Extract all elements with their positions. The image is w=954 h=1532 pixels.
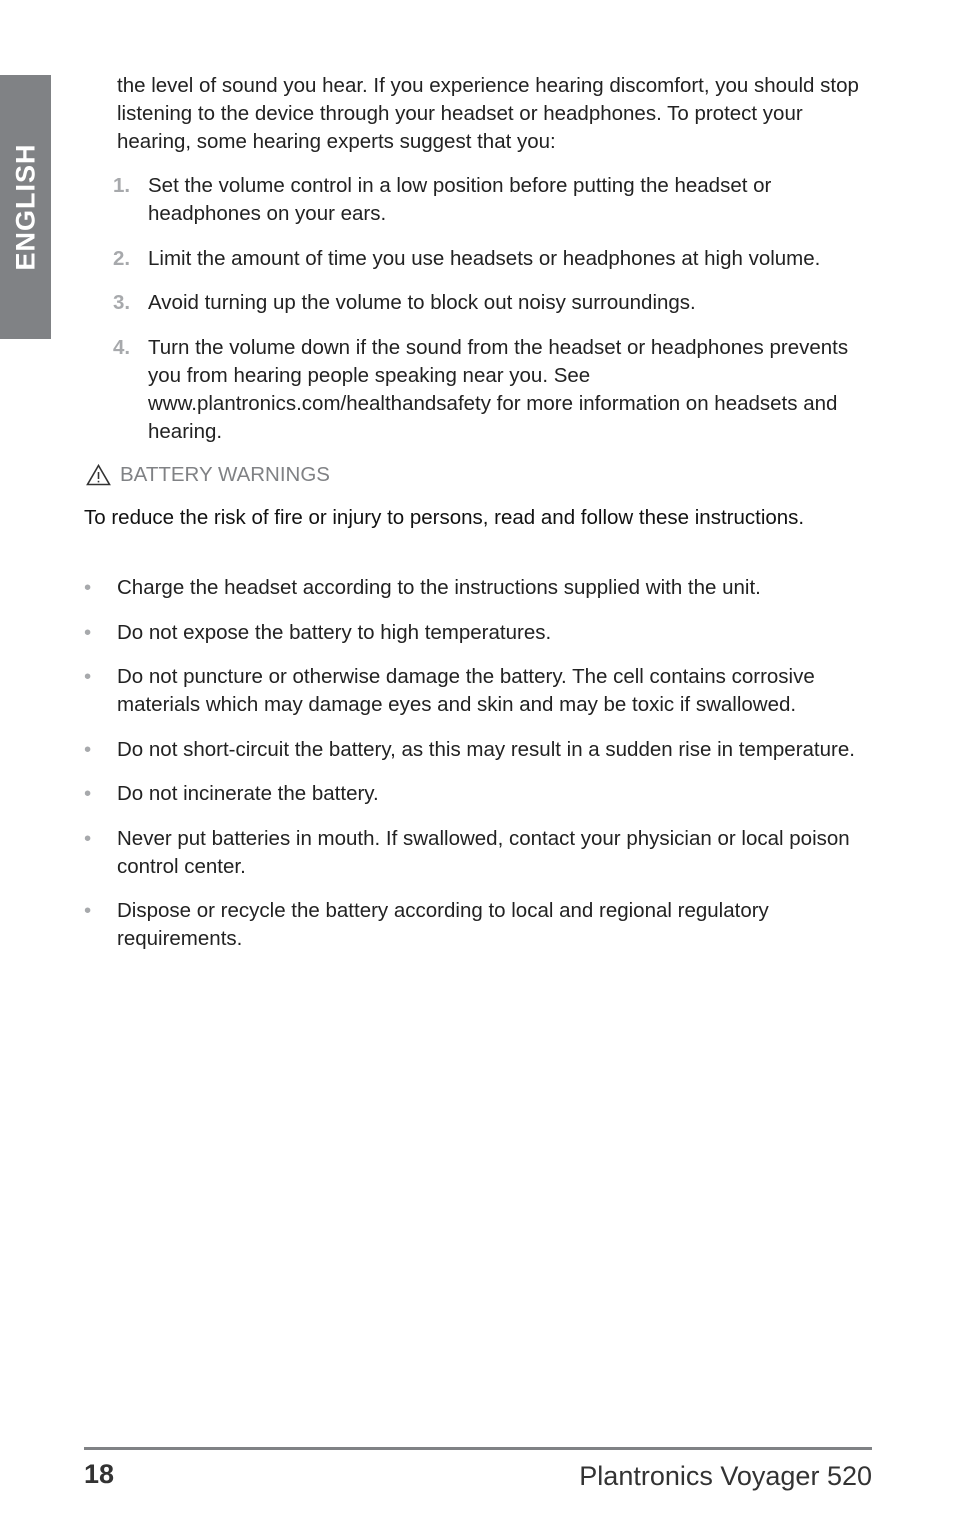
bullet-icon: • — [84, 665, 92, 688]
battery-warnings-list — [84, 574, 864, 970]
list-item-text: Avoid turning up the volume to block out noisy surroundings. — [148, 291, 696, 314]
list-item — [113, 289, 863, 317]
bullet-icon: • — [84, 737, 92, 761]
list-item — [84, 897, 864, 953]
list-item-text: Set the volume control in a low position before putting the headset or headphones on your ears. — [148, 174, 772, 225]
list-item — [84, 736, 864, 764]
list-item-text: Never put batteries in mouth. If swallowed, contact your physician or local poison control center. — [117, 826, 850, 878]
intro-paragraph: the level of sound you hear. If you experience hearing discomfort, you should stop listening to the device through your headset or headphones. To protect your hearing, some hearing experts suggest that you: — [117, 74, 859, 153]
list-number: 2. — [113, 246, 131, 270]
list-item — [113, 245, 863, 273]
list-item — [84, 825, 864, 881]
list-item-text: Dispose or recycle the battery according to local and regional regulatory requirements. — [117, 899, 769, 950]
list-item-text: Limit the amount of time you use headsets or headphones at high volume. — [148, 246, 821, 270]
list-item-text: Do not expose the battery to high temperatures. — [117, 620, 552, 644]
footer-divider — [84, 1447, 872, 1450]
language-tab — [0, 75, 51, 339]
document-title: Plantronics Voyager 520 — [579, 1461, 872, 1491]
list-item — [84, 780, 864, 808]
list-item — [113, 334, 863, 446]
list-item-text: Do not puncture or otherwise damage the battery. The cell contains corrosive materials which may damage eyes and skin and may be toxic if swallowed. — [117, 665, 815, 716]
list-item — [113, 172, 863, 228]
bullet-icon: • — [84, 576, 92, 599]
language-tab-label: ENGLISH — [10, 143, 40, 271]
list-item-text: Do not short-circuit the battery, as this may result in a sudden rise in temperature. — [117, 737, 855, 761]
list-item-text: Turn the volume down if the sound from the headset or headphones prevents you from hearing people speaking near you. See www.plantronics.com/healthandsafety for more information on headsets and hearing. — [148, 335, 849, 443]
list-number: 3. — [113, 291, 131, 314]
battery-warnings-title: BATTERY WARNINGS — [120, 463, 330, 486]
hearing-tips-list — [113, 172, 863, 462]
warning-triangle-icon — [86, 464, 111, 486]
page-number: 18 — [84, 1459, 115, 1489]
bullet-icon: • — [84, 899, 92, 922]
list-item — [84, 663, 864, 719]
list-item — [84, 574, 864, 602]
list-item-text: Do not incinerate the battery. — [117, 782, 379, 805]
battery-warnings-heading — [86, 461, 330, 489]
bullet-icon: • — [84, 620, 92, 644]
list-item-text: Charge the headset according to the instructions supplied with the unit. — [117, 576, 761, 599]
list-item — [84, 619, 864, 647]
bullet-icon: • — [84, 782, 92, 805]
bullet-icon: • — [84, 826, 92, 850]
list-number: 4. — [113, 335, 131, 359]
battery-lead-text: To reduce the risk of fire or injury to persons, read and follow these instructions. — [84, 506, 805, 529]
list-number: 1. — [113, 174, 131, 197]
